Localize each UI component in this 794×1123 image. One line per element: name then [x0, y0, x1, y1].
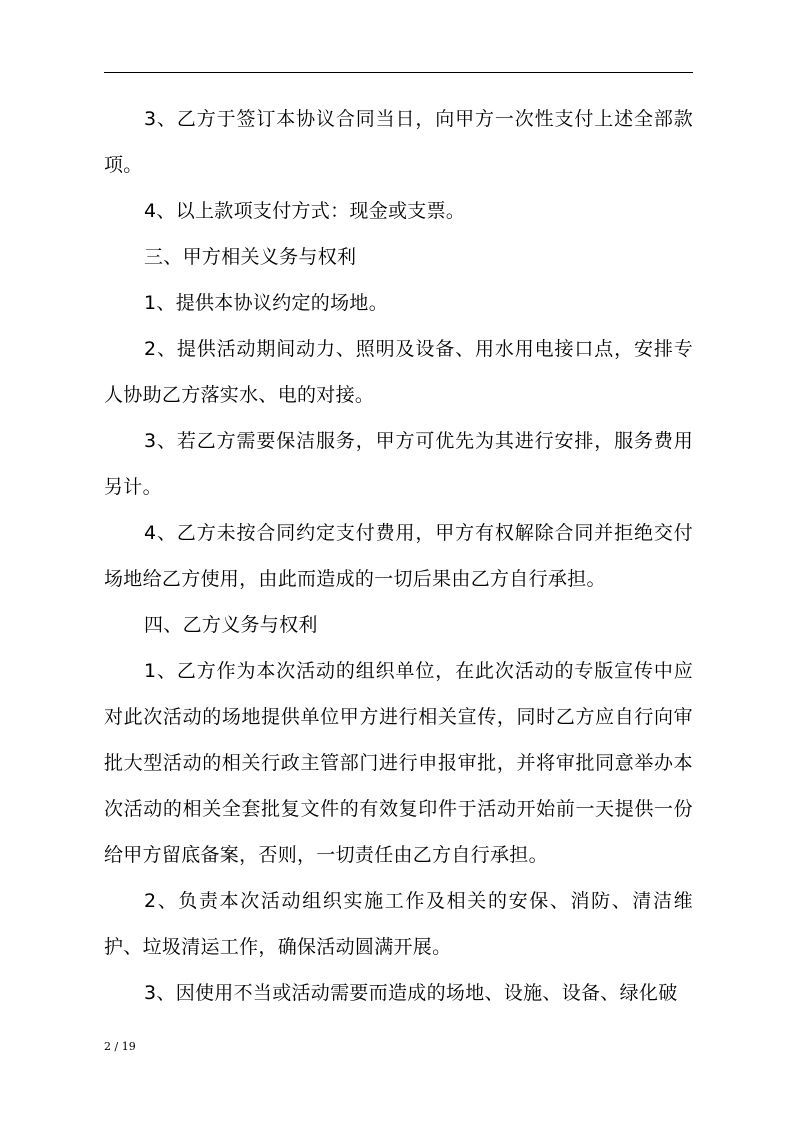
section-heading: 三、甲方相关义务与权利 [144, 246, 357, 268]
paragraph: 4、以上款项支付方式：现金或支票。 [144, 200, 466, 222]
paragraph: 4、乙方未按合同约定支付费用，甲方有权解除合同并拒绝交付场地给乙方使用，由此而造成的一切后果由乙方自行承担。 [104, 522, 693, 590]
paragraph: 2、提供活动期间动力、照明及设备、用水用电接口点，安排专人协助乙方落实水、电的对接。 [104, 338, 693, 406]
header-rule [104, 72, 693, 73]
document-body [104, 96, 693, 1016]
paragraph: 3、若乙方需要保洁服务，甲方可优先为其进行安排，服务费用另计。 [104, 430, 693, 498]
paragraph: 1、提供本协议约定的场地。 [144, 292, 388, 314]
section-heading: 四、乙方义务与权利 [144, 614, 318, 636]
paragraph: 3、乙方于签订本协议合同当日，向甲方一次性支付上述全部款项。 [104, 108, 693, 176]
page-number: 2 / 19 [104, 1040, 136, 1053]
paragraph: 2、负责本次活动组织实施工作及相关的安保、消防、清洁维护、垃圾清运工作，确保活动圆满开展。 [104, 890, 693, 958]
paragraph: 3、因使用不当或活动需要而造成的场地、设施、设备、绿化破 [144, 982, 678, 1004]
paragraph: 1、乙方作为本次活动的组织单位，在此次活动的专版宣传中应对此次活动的场地提供单位甲方进行相关宣传，同时乙方应自行向审批大型活动的相关行政主管部门进行申报审批，并将审批同意举办本次活动的相关全套批复文件的有效复印件于活动开始前一天提供一份给甲方留底备案，否则，一切责任由乙方自行承担。 [104, 660, 693, 866]
